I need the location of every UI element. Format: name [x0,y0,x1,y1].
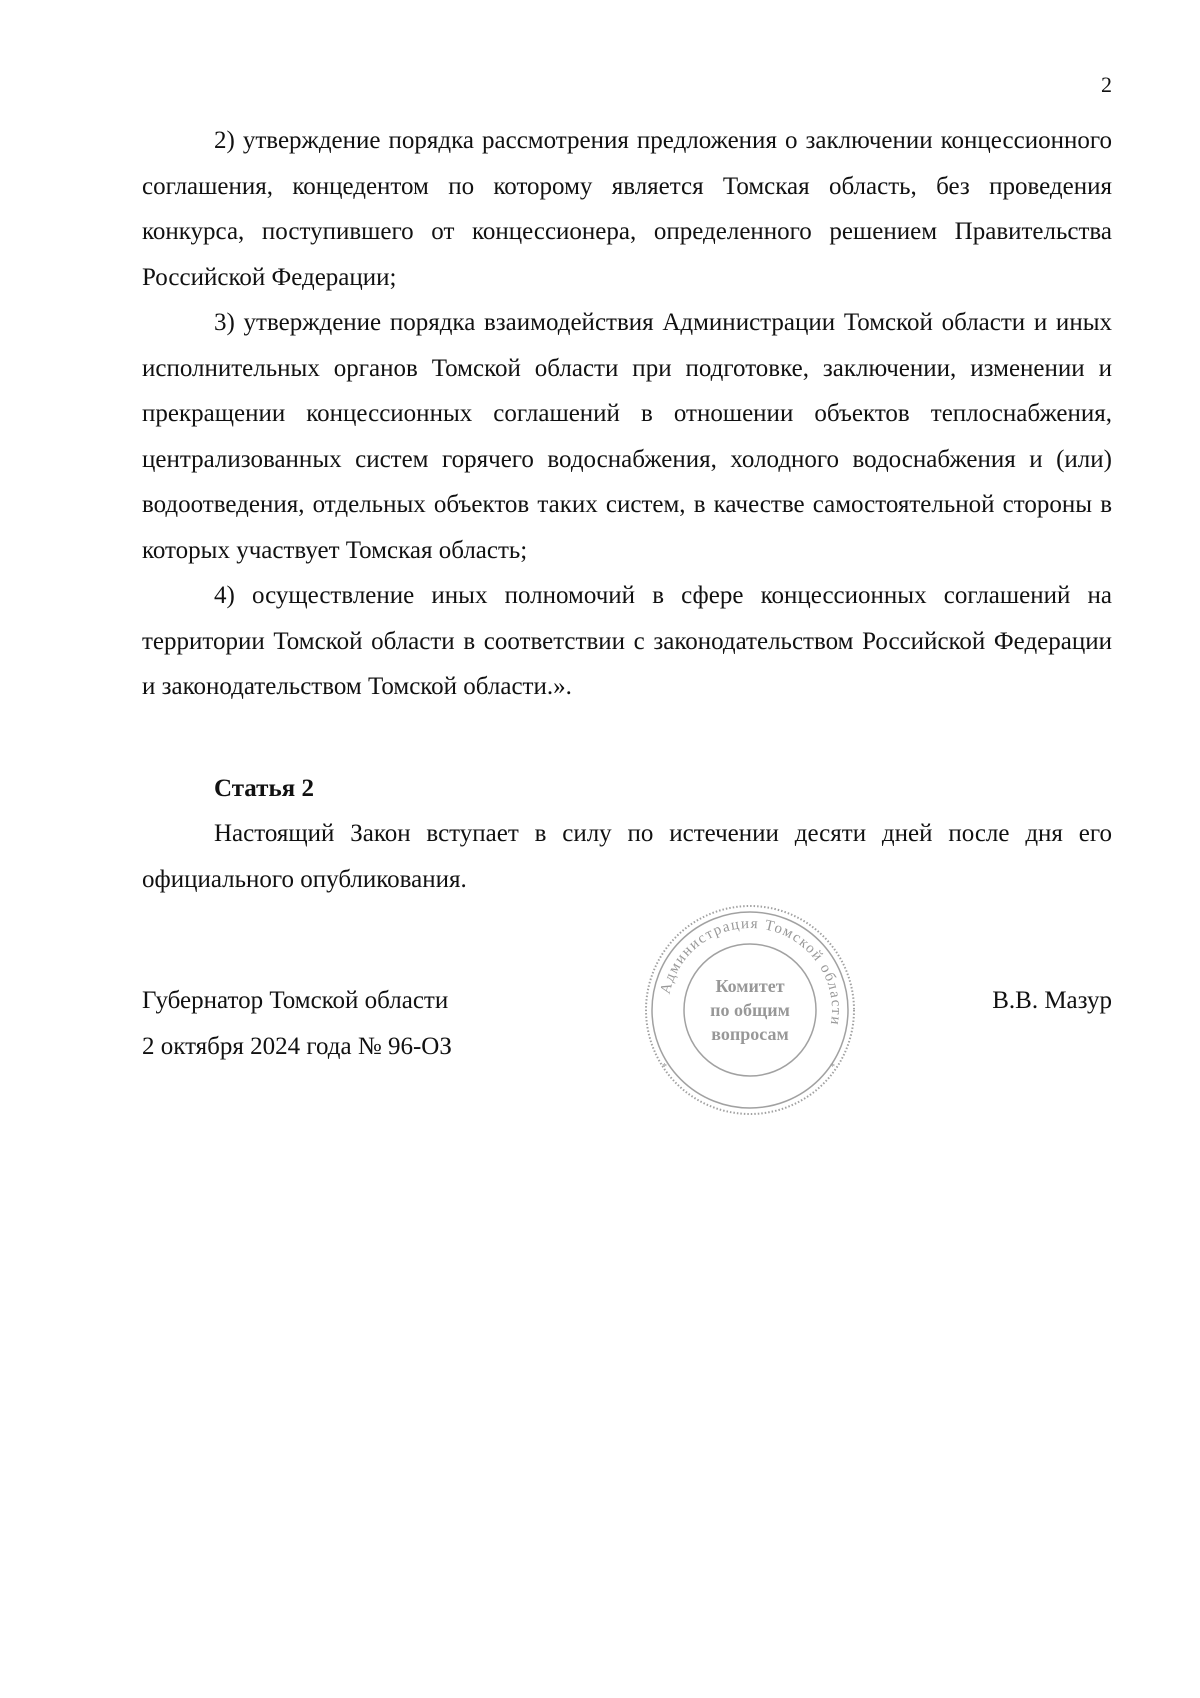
stamp-center-line-2: по общим [710,1000,790,1020]
law-date-number: 2 октября 2024 года № 96-ОЗ [142,1032,452,1060]
article-text: Настоящий Закон вступает в силу по истечении десяти дней после дня его официального опубликования. [142,820,1112,893]
stamp-center-line-3: вопросам [711,1024,789,1044]
stamp-star-left: * [662,1062,667,1073]
stamp-ring-textpath: Администрация Томской области [657,915,845,1027]
article-heading: Статья 2 [214,774,314,802]
stamp-seal-icon [640,900,860,1120]
document-body [142,118,1112,902]
signatory-name: В.В. Мазур [992,987,1112,1014]
list-item-2: 2) утверждение порядка рассмотрения предложения о заключении концессионного соглашения, концедентом по которому является Томская область, без проведения конкурса, поступившего от концессионера, определенного решением Правительства Российской Федерации; [142,127,1112,291]
official-stamp [640,900,860,1120]
stamp-center-line-1: Комитет [715,976,785,996]
signature-block [142,978,1112,1098]
page-number: 2 [1101,72,1112,97]
list-item-3: 3) утверждение порядка взаимодействия Администрации Томской области и иных исполнительных органов Томской области при подготовке, заключении, изменении и прекращении концессионных соглашений в отношении объектов теплоснабжения, централизованных систем горячего водоснабжения, холодного водоснабжения и (или) водоотведения, отдельных объектов таких систем, в качестве самостоятельной стороны в которых участвует Томская область; [142,309,1112,564]
list-item-4: 4) осуществление иных полномочий в сфере концессионных соглашений на территории Томской области в соответствии с законодательством Российской Федерации и законодательством Томской области.». [142,582,1112,700]
signature-left [142,978,452,1069]
signatory-position: Губернатор Томской области [142,987,449,1014]
stamp-star-right: * [830,1062,835,1073]
